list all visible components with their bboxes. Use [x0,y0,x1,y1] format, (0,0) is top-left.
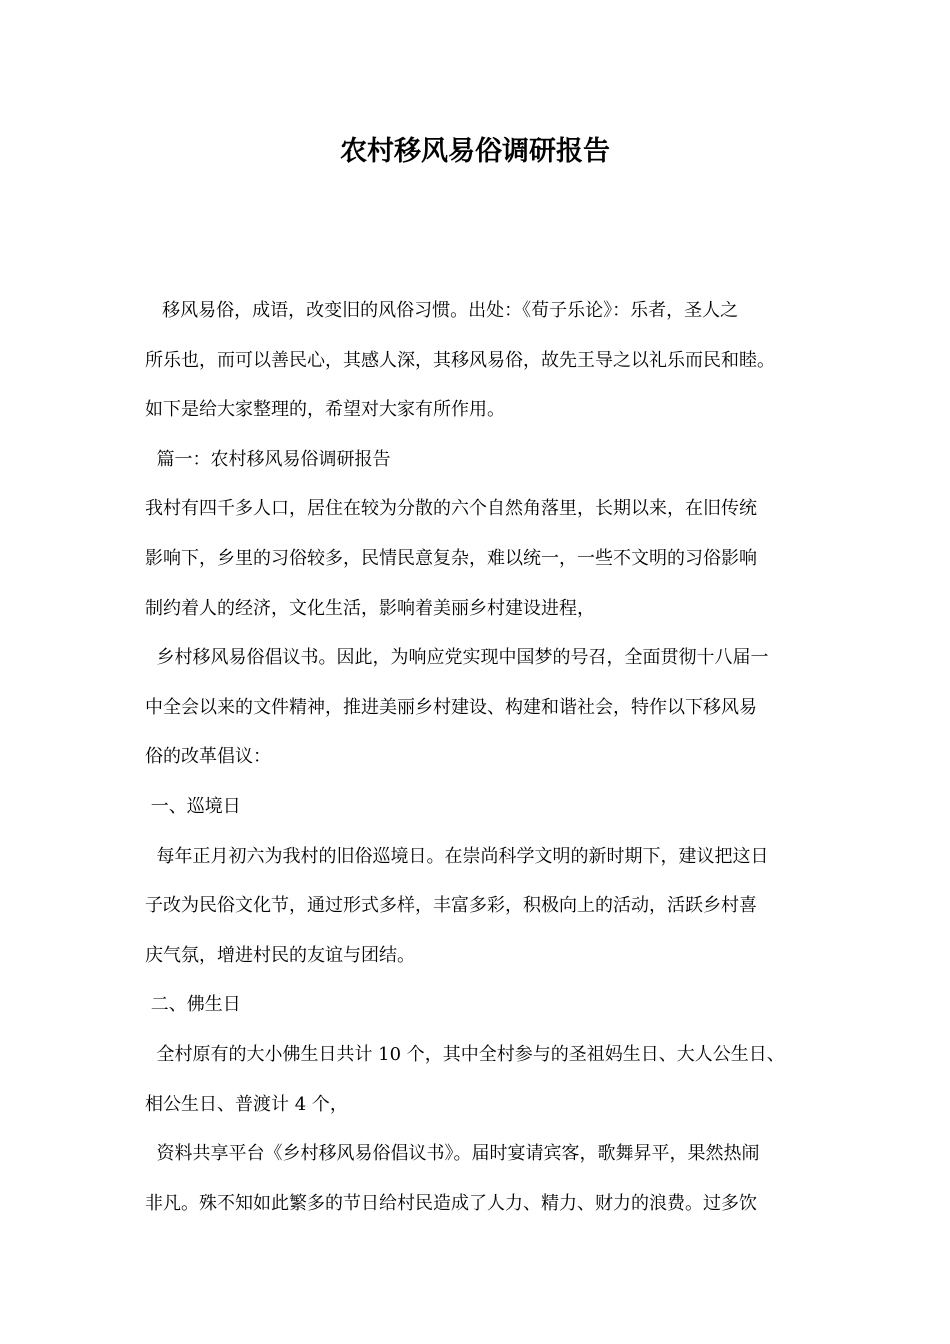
paragraph-line: 相公生日、普渡计 4 个， [145,1093,348,1115]
document-title: 农村移风易俗调研报告 [340,136,610,167]
paragraph-line: 资料共享平台《乡村移风易俗倡议书》。届时宴请宾客，歌舞昇平，果然热闹 [145,1143,760,1165]
section-heading: 篇一：农村移风易俗调研报告 [145,448,391,470]
paragraph-line: 全村原有的大小佛生日共计 10 个，其中全村参与的圣祖妈生日、大人公生日、 [145,1043,785,1065]
paragraph-line: 我村有四千多人口，居住在较为分散的六个自然角落里，长期以来，在旧传统 [145,498,757,520]
paragraph-line: 乡村移风易俗倡议书。因此，为响应党实现中国梦的号召，全面贯彻十八届一 [145,647,769,669]
paragraph-line: 庆气氛，增进村民的友谊与团结。 [145,944,415,966]
section-heading: 一、巡境日 [145,795,241,817]
paragraph-line: 子改为民俗文化节，通过形式多样，丰富多彩，积极向上的活动，活跃乡村喜 [145,895,757,917]
paragraph-line: 所乐也，而可以善民心，其感人深，其移风易俗，故先王导之以礼乐而民和睦。 [145,349,775,371]
paragraph-line: 制约着人的经济，文化生活，影响着美丽乡村建设进程， [145,597,595,619]
document-body [145,286,825,1228]
section-heading: 二、佛生日 [145,994,241,1016]
paragraph-line: 影响下，乡里的习俗较多，民情民意复杂，难以统一，一些不文明的习俗影响 [145,547,757,569]
paragraph-line: 非凡。殊不知如此繁多的节日给村民造成了人力、精力、财力的浪费。过多饮 [145,1192,757,1214]
paragraph-line: 每年正月初六为我村的旧俗巡境日。在崇尚科学文明的新时期下，建议把这日 [145,845,769,867]
paragraph-line: 中全会以来的文件精神，推进美丽乡村建设、构建和谐社会，特作以下移风易 [145,696,757,718]
paragraph-line: 如下是给大家整理的，希望对大家有所作用。 [145,399,505,421]
paragraph-line: 移风易俗，成语，改变旧的风俗习惯。出处：《荀子乐论》：乐者，圣人之 [145,300,739,321]
paragraph-line: 俗的改革倡议： [145,746,271,768]
